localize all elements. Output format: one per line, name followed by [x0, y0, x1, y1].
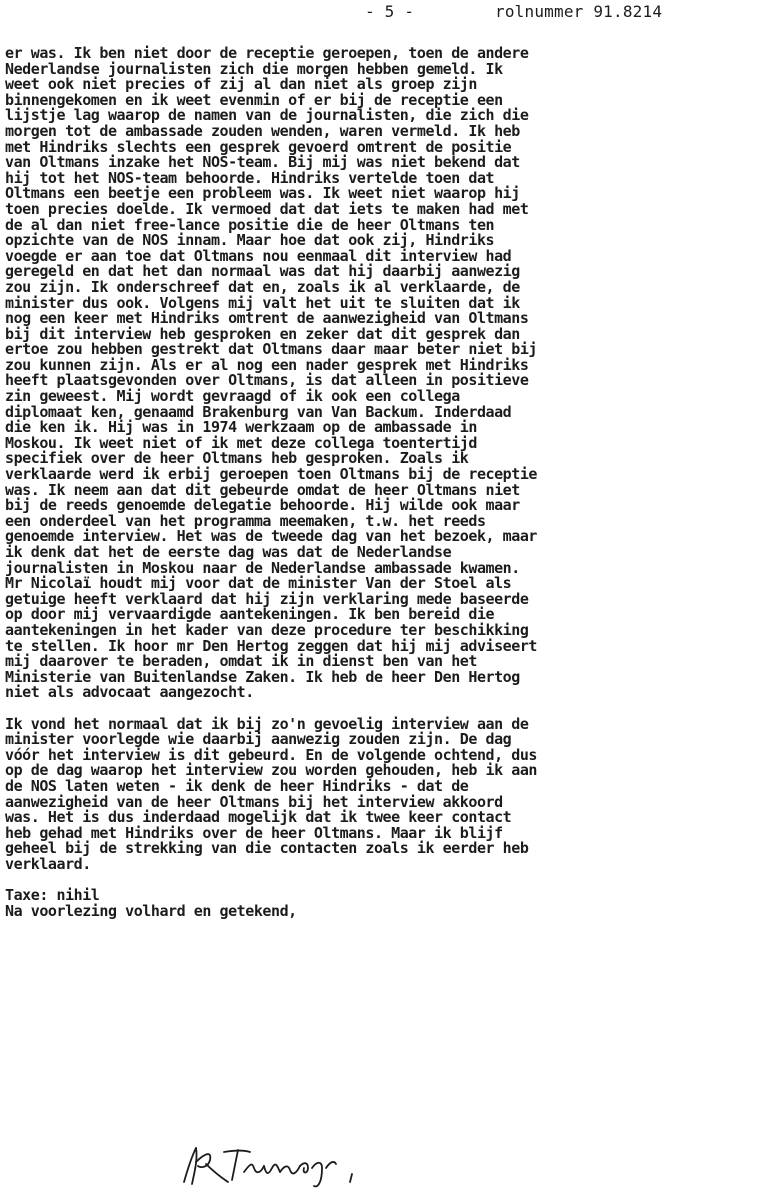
text-line: Na voorlezing volhard en getekend,	[5, 901, 297, 920]
text-line: op door mij vervaardigde aantekeningen. Ik ben bereid die	[5, 605, 495, 624]
roll-number: rolnummer 91.8214	[495, 2, 663, 21]
text-line: hij tot het NOS-team behoorde. Hindriks vertelde toen dat	[5, 168, 495, 187]
text-line: mij daarover te beraden, omdat ik in dienst ben van het	[5, 652, 477, 671]
text-line: minister voorlegde wie daarbij aanwezig zouden zijn. De dag	[5, 730, 512, 749]
text-line: diplomaat ken, genaamd Brakenburg van Van Backum. Inderdaad	[5, 402, 512, 421]
text-line: verklaarde werd ik erbij geroepen toen Oltmans bij de receptie	[5, 465, 538, 484]
text-line: zin geweest. Mij wordt gevraagd of ik ook een collega	[5, 387, 460, 406]
paragraph	[5, 46, 757, 701]
text-line: journalisten in Moskou naar de Nederlandse ambassade kwamen.	[5, 558, 520, 577]
text-line: nog een keer met Hindriks omtrent de aanwezigheid van Oltmans	[5, 309, 529, 328]
text-line: genoemde interview. Het was de tweede dag van het bezoek, maar	[5, 527, 538, 546]
text-line: specifiek over de heer Oltmans heb gesproken. Zoals ik	[5, 449, 469, 468]
document-body	[5, 46, 757, 919]
text-line: de NOS laten weten - ik denk de heer Hindriks - dat de	[5, 776, 469, 795]
page-number: - 5 -	[365, 2, 415, 21]
text-line: lijstje lag waarop de namen van de journalisten, die zich die	[5, 106, 529, 125]
text-line: Oltmans een beetje een probleem was. Ik weet niet waarop hij	[5, 184, 520, 203]
text-line: ik denk dat het de eerste dag was dat de Nederlandse	[5, 543, 452, 561]
text-line: ertoe zou hebben gestrekt dat Oltmans daar maar beter niet bij	[5, 340, 538, 359]
text-line: geheel bij de strekking van die contacten zoals ik eerder heb	[5, 839, 529, 858]
text-line: binnengekomen en ik weet evenmin of er bij de receptie een	[5, 90, 503, 109]
text-line: voegde er aan toe dat Oltmans nou eenmaal dit interview had	[5, 246, 512, 265]
text-line: aantekeningen in het kader van deze procedure ter beschikking	[5, 620, 529, 639]
text-line: heeft plaatsgevonden over Oltmans, is dat alleen in positieve	[5, 371, 529, 390]
text-line: toen precies doelde. Ik vermoed dat dat iets te maken had met	[5, 199, 529, 218]
text-line: aanwezigheid van de heer Oltmans bij het interview akkoord	[5, 792, 503, 811]
paragraph	[5, 714, 757, 873]
text-line: opzichte van de NOS innam. Maar hoe dat ook zij, Hindriks	[5, 231, 495, 250]
text-line: was. Ik neem aan dat dit gebeurde omdat de heer Oltmans niet	[5, 480, 520, 499]
text-line: getuige heeft verklaard dat hij zijn verklaring mede baseerde	[5, 589, 529, 608]
text-line: vóór het interview is dit gebeurd. En de volgende ochtend, dus	[5, 745, 538, 764]
text-line: bij de reeds genoemde delegatie behoorde. Hij wilde ook maar	[5, 496, 520, 515]
text-line: Moskou. Ik weet niet of ik met deze collega toentertijd	[5, 433, 477, 452]
text-line: heb gehad met Hindriks over de heer Oltmans. Maar ik blijf	[5, 823, 503, 842]
text-line: niet als advocaat aangezocht.	[5, 683, 254, 702]
text-line: verklaard.	[5, 854, 91, 873]
text-line: de al dan niet free-lance positie die de heer Oltmans ten	[5, 215, 495, 234]
handwritten-signature	[180, 1138, 400, 1188]
text-line: zou zijn. Ik onderschreef dat en, zoals ik al verklaarde, de	[5, 277, 520, 296]
text-line: te stellen. Ik hoor mr Den Hertog zeggen dat hij mij adviseert	[5, 636, 538, 655]
text-line: geregeld en dat het dan normaal was dat hij daarbij aanwezig	[5, 262, 520, 281]
text-line: een onderdeel van het programma meemaken, t.w. het reeds	[5, 511, 486, 530]
text-line: van Oltmans inzake het NOS-team. Bij mij was niet bekend dat	[5, 153, 520, 172]
page-header	[365, 2, 662, 21]
paragraph-gap	[5, 872, 757, 888]
text-line: weet ook niet precies of zij al dan niet als groep zijn	[5, 75, 477, 94]
text-line: Ministerie van Buitenlandse Zaken. Ik heb de heer Den Hertog	[5, 667, 520, 686]
text-line: Mr Nicolaï houdt mij voor dat de minister Van der Stoel als	[5, 574, 512, 593]
text-line: minister dus ook. Volgens mij valt het uit te sluiten dat ik	[5, 293, 520, 312]
text-line: er was. Ik ben niet door de receptie geroepen, toen de andere	[5, 44, 529, 62]
text-line: met Hindriks slechts een gesprek gevoerd omtrent de positie	[5, 137, 512, 156]
text-line: bij dit interview heb gesproken en zeker dat dit gesprek dan	[5, 324, 520, 343]
text-line: morgen tot de ambassade zouden wenden, waren vermeld. Ik heb	[5, 121, 520, 140]
text-line: die ken ik. Hij was in 1974 werkzaam op de ambassade in	[5, 418, 477, 437]
text-line: Ik vond het normaal dat ik bij zo'n gevoelig interview aan de	[5, 714, 529, 733]
text-line: Nederlandse journalisten zich die morgen hebben gemeld. Ik	[5, 59, 503, 78]
text-line: zou kunnen zijn. Als er al nog een nader gesprek met Hindriks	[5, 355, 529, 374]
paragraph	[5, 888, 757, 919]
text-line: Taxe: nihil	[5, 886, 100, 905]
text-line: op de dag waarop het interview zou worden gehouden, heb ik aan	[5, 761, 538, 780]
text-line: was. Het is dus inderdaad mogelijk dat ik twee keer contact	[5, 808, 512, 827]
